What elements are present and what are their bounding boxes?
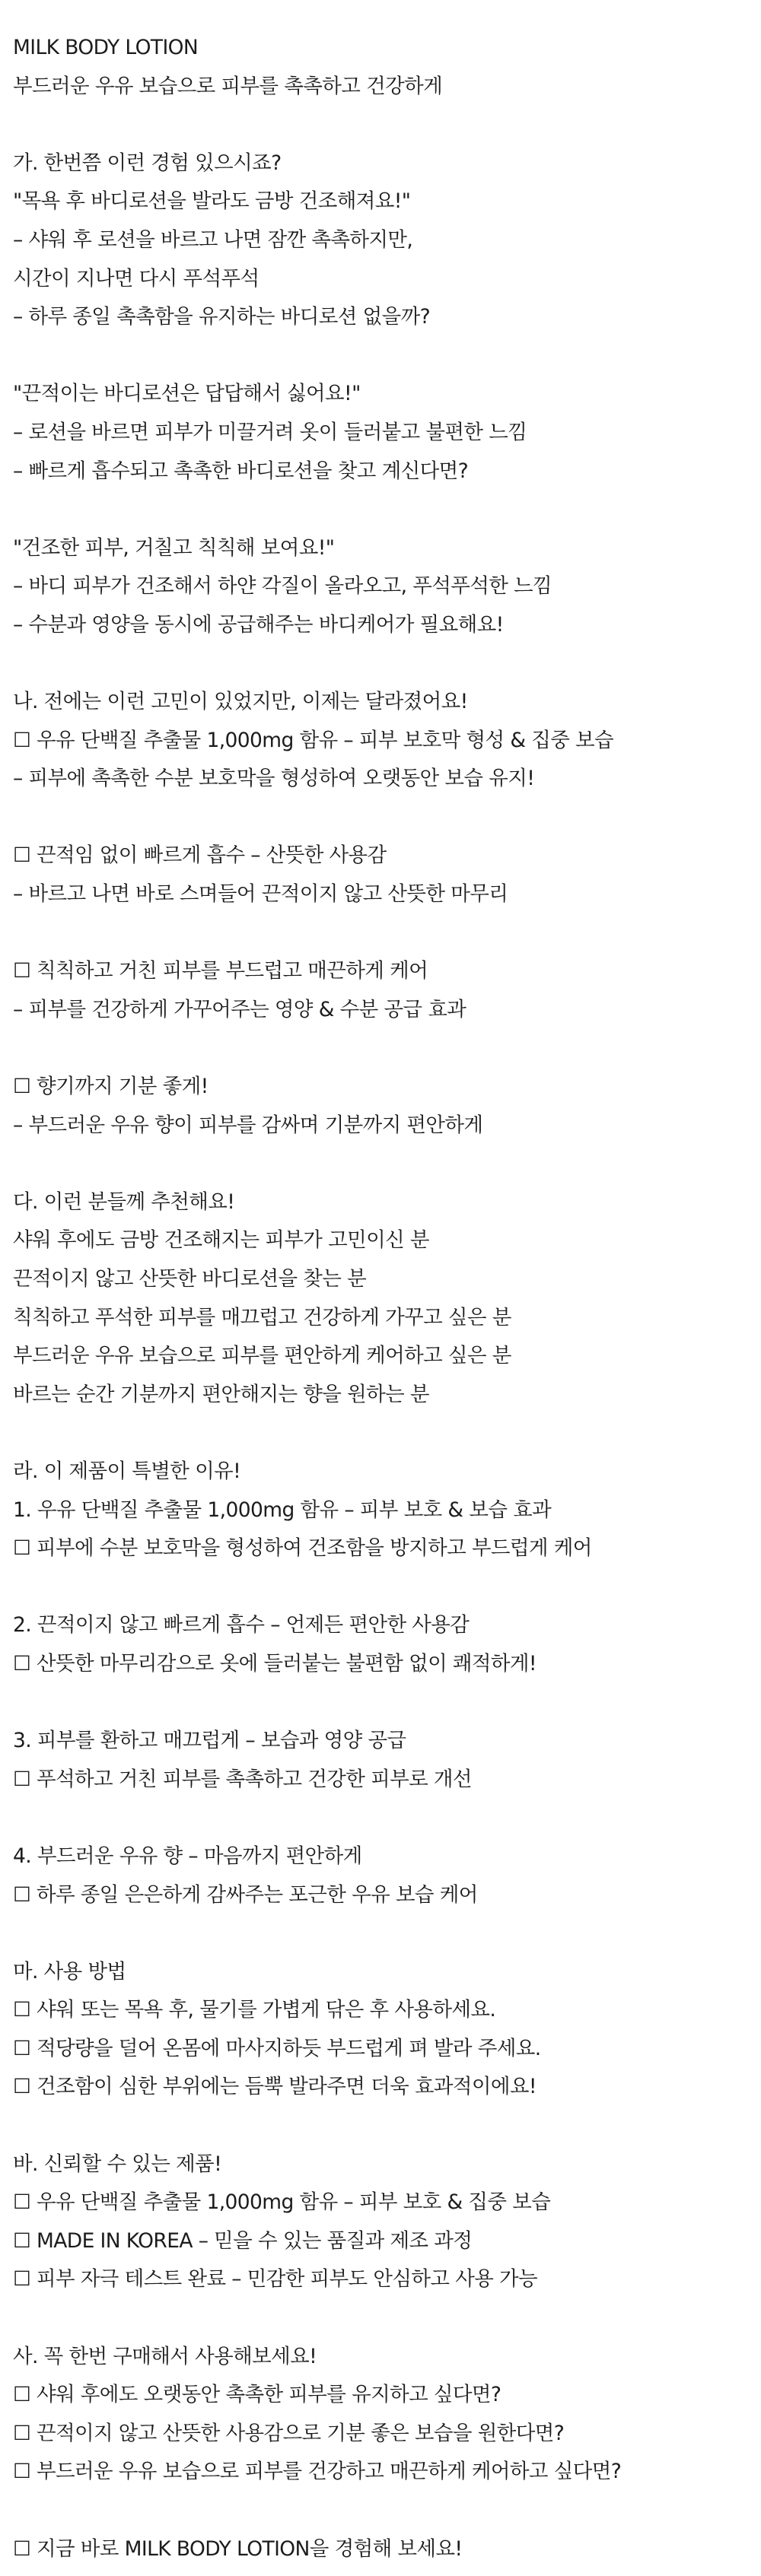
blank-line: [13, 1914, 748, 1953]
text-line: 1. 우유 단백질 추출물 1,000mg 함유 – 피부 보호 & 보습 효과: [13, 1498, 552, 1522]
blank-line: [13, 491, 748, 529]
text-line: ☐ 우유 단백질 추출물 1,000mg 함유 – 피부 보호 & 집중 보습: [13, 2190, 551, 2215]
text-line: 끈적이지 않고 산뜻한 바디로션을 찾는 분: [13, 1267, 367, 1291]
text-line: 부드러운 우유 보습으로 피부를 촉촉하고 건강하게: [13, 74, 443, 98]
text-line: MILK BODY LOTION: [13, 36, 199, 59]
blank-line: [13, 914, 748, 953]
text-line: ☐ 끈적임 없이 빠르게 흡수 – 산뜻한 사용감: [13, 843, 387, 868]
text-line: – 빠르게 흡수되고 촉촉한 바디로션을 찾고 계신다면?: [13, 459, 469, 483]
blank-line: [13, 2107, 748, 2146]
text-line: ☐ 끈적이지 않고 산뜻한 사용감으로 기분 좋은 보습을 원한다면?: [13, 2421, 565, 2445]
text-line: 나. 전에는 이런 고민이 있었지만, 이제는 달라졌어요!: [13, 690, 468, 714]
text-line: ☐ 하루 종일 은은하게 감싸주는 포근한 우유 보습 케어: [13, 1882, 478, 1907]
product-description: [13, 29, 748, 2568]
text-line: 칙칙하고 푸석한 피부를 매끄럽고 건강하게 가꾸고 싶은 분: [13, 1305, 511, 1329]
text-line: 2. 끈적이지 않고 빠르게 흡수 – 언제든 편안한 사용감: [13, 1613, 470, 1637]
text-line: – 피부를 건강하게 가꾸어주는 영양 & 수분 공급 효과: [13, 997, 466, 1021]
text-line: – 로션을 바르면 피부가 미끌거려 옷이 들러붙고 불편한 느낌: [13, 420, 527, 444]
text-line: ☐ 샤워 또는 목욕 후, 물기를 가볍게 닦은 후 사용하세요.: [13, 1998, 496, 2022]
text-line: 라. 이 제품이 특별한 이유!: [13, 1459, 241, 1483]
text-line: ☐ 산뜻한 마무리감으로 옷에 들러붙는 불편함 없이 쾌적하게!: [13, 1651, 537, 1676]
text-line: 사. 꼭 한번 구매해서 사용해보세요!: [13, 2344, 317, 2368]
blank-line: [13, 337, 748, 376]
blank-line: [13, 2299, 748, 2338]
text-line: – 샤워 후 로션을 바르고 나면 잠깐 촉촉하지만,: [13, 227, 413, 252]
text-line: ☐ 피부 자극 테스트 완료 – 민감한 피부도 안심하고 사용 가능: [13, 2267, 538, 2292]
text-line: – 부드러운 우유 향이 피부를 감싸며 기분까지 편안하게: [13, 1113, 483, 1137]
text-line: – 하루 종일 촉촉함을 유지하는 바디로션 없을까?: [13, 305, 431, 329]
blank-line: [13, 1029, 748, 1068]
text-line: ☐ 푸석하고 거친 피부를 촉촉하고 건강한 피부로 개선: [13, 1767, 472, 1791]
text-line: ☐ 칙칙하고 거친 피부를 부드럽고 매끈하게 케어: [13, 959, 428, 983]
text-line: – 바르고 나면 바로 스며들어 끈적이지 않고 산뜻한 마무리: [13, 882, 508, 907]
text-line: – 수분과 영양을 동시에 공급해주는 바디케어가 필요해요!: [13, 612, 504, 637]
text-line: 3. 피부를 환하고 매끄럽게 – 보습과 영양 공급: [13, 1729, 406, 1753]
text-line: 샤워 후에도 금방 건조해지는 피부가 고민이신 분: [13, 1228, 429, 1253]
text-line: 시간이 지나면 다시 푸석푸석: [13, 266, 260, 291]
blank-line: [13, 799, 748, 837]
text-line: "끈적이는 바디로션은 답답해서 싫어요!": [13, 382, 361, 406]
text-line: ☐ 샤워 후에도 오랫동안 촉촉한 피부를 유지하고 싶다면?: [13, 2383, 501, 2407]
text-line: ☐ 건조함이 심한 부위에는 듬뿍 발라주면 더욱 효과적이에요!: [13, 2075, 537, 2099]
text-line: 부드러운 우유 보습으로 피부를 편안하게 케어하고 싶은 분: [13, 1344, 511, 1368]
text-line: – 피부에 촉촉한 수분 보호막을 형성하여 오랫동안 보습 유지!: [13, 767, 535, 791]
text-line: ☐ MADE IN KOREA – 믿을 수 있는 품질과 제조 과정: [13, 2228, 473, 2253]
text-line: 바르는 순간 기분까지 편안해지는 향을 원하는 분: [13, 1382, 429, 1406]
blank-line: [13, 1684, 748, 1723]
text-line: ☐ 부드러운 우유 보습으로 피부를 건강하고 매끈하게 케어하고 싶다면?: [13, 2460, 622, 2484]
text-line: – 바디 피부가 건조해서 하얀 각질이 올라오고, 푸석푸석한 느낌: [13, 574, 552, 599]
blank-line: [13, 1145, 748, 1183]
text-line: 가. 한번쯤 이런 경험 있으시죠?: [13, 151, 282, 175]
blank-line: [13, 645, 748, 684]
text-line: 다. 이런 분들께 추천해요!: [13, 1190, 235, 1214]
blank-line: [13, 1568, 748, 1607]
text-line: ☐ 적당량을 덜어 온몸에 마사지하듯 부드럽게 펴 발라 주세요.: [13, 2036, 541, 2060]
text-line: 4. 부드러운 우유 향 – 마음까지 편안하게: [13, 1844, 362, 1868]
text-line: ☐ 피부에 수분 보호막을 형성하여 건조함을 방지하고 부드럽게 케어: [13, 1536, 592, 1561]
blank-line: [13, 106, 748, 145]
text-line: "건조한 피부, 거칠고 칙칙해 보여요!": [13, 535, 335, 560]
blank-line: [13, 1414, 748, 1453]
text-line: 마. 사용 방법: [13, 1959, 126, 1984]
blank-line: [13, 2492, 748, 2530]
text-line: ☐ 지금 바로 MILK BODY LOTION을 경험해 보세요!: [13, 2536, 463, 2561]
text-line: 바. 신뢰할 수 있는 제품!: [13, 2152, 222, 2176]
text-line: ☐ 향기까지 기분 좋게!: [13, 1075, 209, 1099]
blank-line: [13, 1799, 748, 1838]
text-line: "목욕 후 바디로션을 발라도 금방 건조해져요!": [13, 189, 411, 214]
text-line: ☐ 우유 단백질 추출물 1,000mg 함유 – 피부 보호막 형성 & 집중 보습: [13, 728, 614, 752]
